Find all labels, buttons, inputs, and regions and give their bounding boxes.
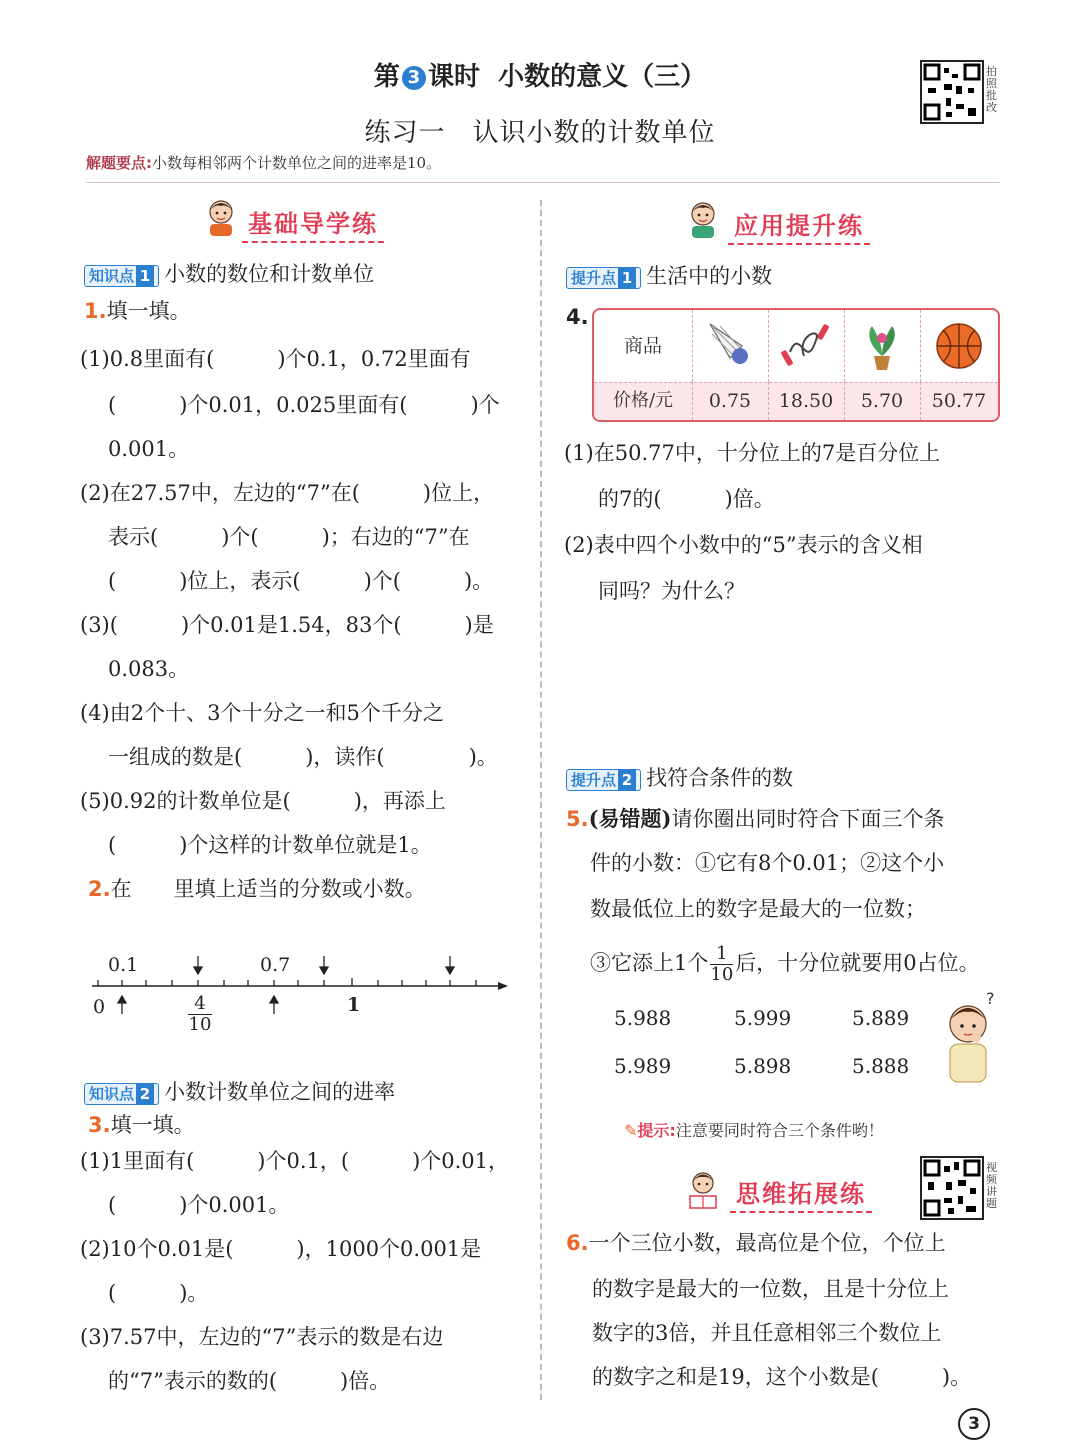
price-cell: 5.70 — [844, 382, 921, 420]
exercise-subtitle: 练习一 认识小数的计数单位 — [364, 118, 716, 148]
q1-line[interactable]: (2)在27.57中，左边的“7”在( )位上， — [80, 481, 495, 505]
tip-text: 小数每相邻两个计数单位之间的进率是10。 — [152, 154, 442, 172]
svg-text:?: ? — [986, 990, 995, 1008]
table-header-price: 价格/元 — [594, 382, 693, 420]
q3-line[interactable]: 的“7”表示的数的( )倍。 — [108, 1369, 391, 1393]
choice-option[interactable]: 5.999 — [734, 1006, 792, 1030]
choice-option[interactable]: 5.888 — [852, 1054, 910, 1078]
improvement-point-1 — [566, 260, 772, 290]
knowledge-title: 小数计数单位之间的进率 — [164, 1080, 396, 1104]
q3-line[interactable]: ( )。 — [108, 1281, 209, 1305]
qr-code-icon[interactable] — [920, 60, 984, 124]
q3-line[interactable]: (1)1里面有( )个0.1，( )个0.01， — [80, 1149, 510, 1173]
question-6-stem: 6.一个三位小数，最高位是个位，个位上 — [566, 1231, 946, 1255]
price-cell: 50.77 — [931, 390, 987, 412]
nl-zero: 0 — [93, 996, 106, 1018]
q1-line: (4)由2个十、3个十分之一和5个千分之 — [80, 701, 444, 725]
fraction: $\frac{1}{10}$ — [710, 943, 734, 985]
q5-line: 数最低位上的数字是最大的一位数； — [590, 897, 926, 921]
page-number: 3 — [958, 1408, 990, 1440]
knowledge-tag: 知识点 1 — [84, 265, 159, 287]
q6-line[interactable]: 的数字之和是19，这个小数是( )。 — [592, 1365, 972, 1389]
column-divider — [540, 200, 542, 1400]
kid-reading-icon — [686, 1170, 720, 1214]
lesson-title — [0, 56, 1080, 93]
q1-line[interactable]: 一组成的数是( )，读作( )。 — [108, 745, 498, 769]
question-3-title: 3.填一填。 — [88, 1113, 195, 1137]
q4-answer-area[interactable] — [560, 620, 1000, 750]
q3-line: (3)7.57中，左边的“7”表示的数是右边 — [80, 1325, 444, 1349]
choice-option[interactable]: 5.898 — [734, 1054, 792, 1078]
question-1-title: 1.填一填。 — [84, 299, 191, 323]
badminton-shuttlecock-icon — [692, 310, 769, 382]
hint-icon: ✎ — [624, 1121, 638, 1140]
kid-mascot-icon — [686, 200, 720, 244]
price-table — [592, 308, 1000, 422]
q1-line: 0.001。 — [108, 437, 190, 461]
divider — [86, 182, 1000, 183]
solution-tip — [86, 152, 441, 173]
q1-line[interactable]: 表示( )个( )；右边的“7”在 — [108, 525, 470, 549]
knowledge-point-2 — [84, 1076, 395, 1106]
knowledge-tag: 知识点 2 — [84, 1083, 159, 1105]
improvement-title: 生活中的小数 — [646, 264, 773, 288]
improvement-tag: 提升点 1 — [566, 267, 641, 289]
choice-option[interactable]: 5.989 — [614, 1054, 672, 1078]
q1-line[interactable]: (3)( )个0.01是1.54，83个( )是 — [80, 613, 494, 637]
qr-caption-top: 拍 照 批 改 — [986, 65, 997, 114]
q5-line: 件的小数：①它有8个0.01；②这个小 — [590, 851, 945, 875]
q4-line: (1)在50.77中，十分位上的7是百分位上 — [564, 441, 941, 465]
q3-line[interactable]: (2)10个0.01是( )，1000个0.001是 — [80, 1237, 482, 1261]
hint-box — [624, 1118, 884, 1141]
q6-line: 数字的3倍，并且任意相邻三个数位上 — [592, 1321, 942, 1345]
nl-one: 1 — [347, 994, 361, 1016]
table-header-goods: 商品 — [594, 310, 693, 382]
basketball-icon — [920, 310, 998, 382]
price-cell: 0.75 — [692, 382, 769, 420]
thinking-kid-icon — [940, 990, 1000, 1090]
q1-line[interactable]: ( )个0.01，0.025里面有( )个 — [108, 393, 500, 417]
price-cell: 18.50 — [768, 382, 845, 420]
section-title-basic: 基础导学练 — [242, 204, 384, 243]
q1-line: 0.083。 — [108, 657, 190, 681]
q4-line: (2)表中四个小数中的“5”表示的含义相 — [564, 533, 923, 557]
section-title-extension: 思维拓展练 — [730, 1174, 872, 1213]
nl-label: 0.7 — [260, 954, 291, 976]
q1-line[interactable]: (5)0.92的计数单位是( )，再添上 — [80, 789, 446, 813]
lesson-number-badge: 3 — [402, 66, 426, 90]
choice-option[interactable]: 5.889 — [852, 1006, 910, 1030]
hint-text: 注意要同时符合三个条件哟！ — [675, 1121, 884, 1140]
question-4-number: 4. — [566, 305, 589, 329]
q1-line[interactable]: (1)0.8里面有( )个0.1，0.72里面有 — [80, 347, 471, 371]
lesson-topic: 小数的意义（三） — [498, 62, 707, 92]
improvement-tag: 提升点 2 — [566, 769, 641, 791]
choice-option[interactable]: 5.988 — [614, 1006, 672, 1030]
q6-line: 的数字是最大的一位数，且是十分位上 — [592, 1277, 949, 1301]
jump-rope-icon — [768, 310, 845, 382]
hint-label: 提示: — [637, 1121, 676, 1140]
kid-mascot-icon — [204, 198, 238, 242]
qr-code-icon[interactable] — [920, 1156, 984, 1220]
error-prone-tag: (易错题) — [588, 806, 672, 831]
q1-line[interactable]: ( )个这样的计数单位就是1。 — [108, 833, 432, 857]
improvement-point-2 — [566, 762, 793, 792]
qr-caption-bottom: 视 频 讲 题 — [986, 1161, 997, 1210]
knowledge-point-1 — [84, 258, 374, 288]
nl-fraction: 4 10 — [188, 993, 212, 1035]
q5-line-fraction: ③它添上1个 $\frac{1}{10}$ 后，十分位就要用0占位。 — [590, 943, 980, 985]
lesson-prefix: 第 — [373, 62, 400, 92]
q4-line: 同吗？为什么？ — [598, 579, 745, 603]
knowledge-title: 小数的数位和计数单位 — [164, 262, 375, 286]
q4-line[interactable]: 的7的( )倍。 — [598, 487, 775, 511]
lesson-suffix: 课时 — [427, 62, 480, 92]
q3-line[interactable]: ( )个0.001。 — [108, 1193, 290, 1217]
nl-label: 0.1 — [108, 954, 139, 976]
number-line[interactable] — [84, 950, 514, 1040]
improvement-title: 找符合条件的数 — [646, 766, 794, 790]
potted-plant-icon — [844, 310, 921, 382]
question-5-stem: 5.(易错题)请你圈出同时符合下面三个条 — [566, 806, 945, 831]
question-2-title: 2.在 里填上适当的分数或小数。 — [88, 877, 426, 901]
q1-line[interactable]: ( )位上，表示( )个( )。 — [108, 569, 494, 593]
tip-label: 解题要点: — [86, 154, 152, 172]
section-title-applied: 应用提升练 — [728, 206, 870, 245]
